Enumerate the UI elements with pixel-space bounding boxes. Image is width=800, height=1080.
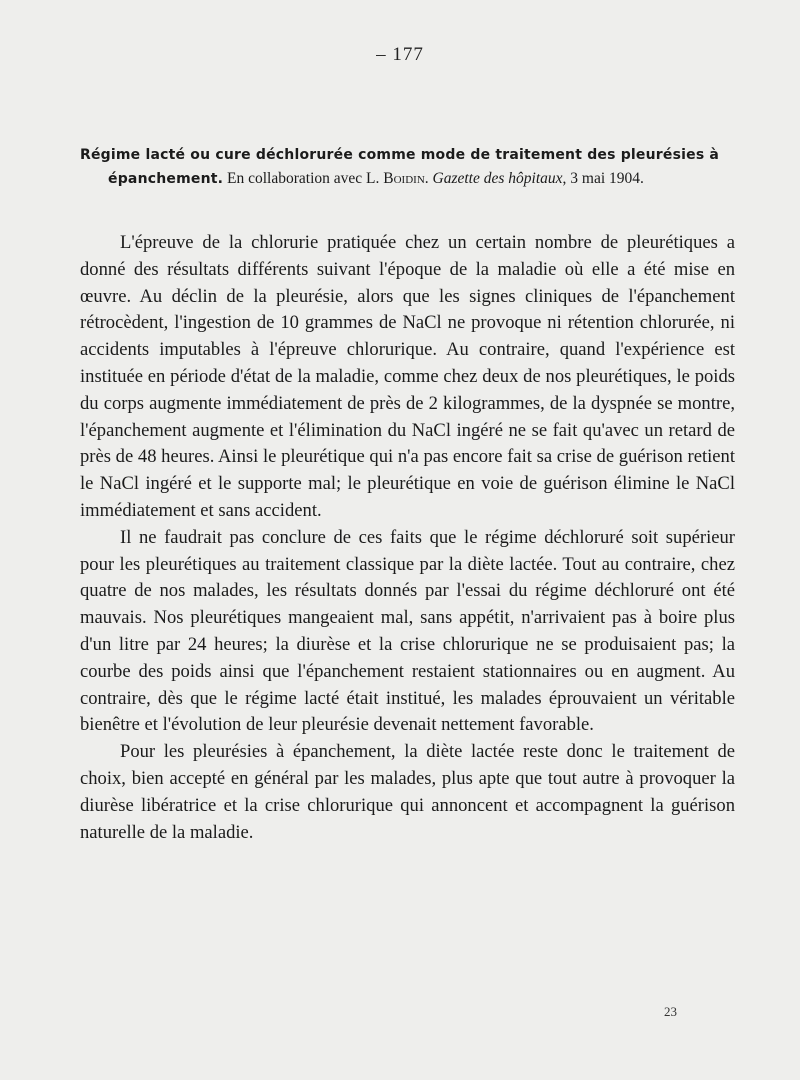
journal-name: Gazette des hôpitaux	[432, 170, 563, 187]
article-heading	[80, 143, 728, 191]
article-title-line1: Régime lacté ou cure déchlorurée comme mode de traitement des pleurésies à	[80, 147, 720, 163]
paragraph-3: Pour les pleurésies à épanchement, la diète lactée reste donc le traitement de choix, bien accepté en général par les malades, plus apte que tout autre à provoquer la diurèse libératrice et la crise chlorurique qui annoncent et accompagnent la guérison naturelle de la maladie.	[80, 741, 735, 843]
separator: .	[424, 170, 433, 187]
paragraph-1: L'épreuve de la chlorurie pratiquée chez un certain nombre de pleurétiques a donné des résultats différents suivant l'époque de la maladie où elle a été mise en œuvre. Au déclin de la pleurésie, alors que les signes cliniques de l'épanchement rétrocèdent, l'ingestion de 10 grammes de NaCl ne provoque ni rétention chlorurée, ni accidents imputables à l'épreuve chlorurique. Au contraire, quand l'expérience est instituée en période d'état de la maladie, comme chez deux de nos pleurétiques, le poids du corps augmente immédiatement de près de 2 kilogrammes, de la dyspnée se montre, l'épanchement augmente et l'élimination du NaCl ingéré ne se fait qu'avec un retard de près de 48 heures. Ainsi le pleurétique qui n'a pas encore fait sa crise de guérison retient le NaCl ingéré et le supporte mal; le pleurétique en voie de guérison élimine le NaCl immédiatement et sans accident.	[80, 232, 735, 521]
paragraph-2: Il ne faudrait pas conclure de ces faits que le régime déchloruré soit supérieur pour les pleurétiques au traitement classique par la diète lactée. Tout au contraire, chez quatre de nos malades, les résultats donnés par l'essai du régime déchloruré ont été mauvais. Nos pleurétiques mangeaient mal, sans appétit, n'arrivaient pas à boire plus d'un litre par 24 heures; la diurèse et la crise chlorurique ne se produisaient pas; la courbe des poids ainsi que l'épanchement restaient stationnaires ou en augment. Au contraire, dès que le régime lacté était institué, les malades éprouvaient un véritable bienêtre et l'évolution de leur pleurésie devenait nettement favorable.	[80, 526, 735, 736]
signature-folio: 23	[664, 1004, 677, 1019]
collaboration-prefix: En collaboration avec L.	[223, 170, 384, 187]
page-number: – 177	[376, 44, 424, 65]
article-body	[80, 230, 735, 846]
article-title-line2: épanchement.	[108, 171, 224, 187]
publication-date: , 3 mai 1904.	[562, 170, 644, 187]
coauthor-name: Boidin	[383, 170, 425, 187]
